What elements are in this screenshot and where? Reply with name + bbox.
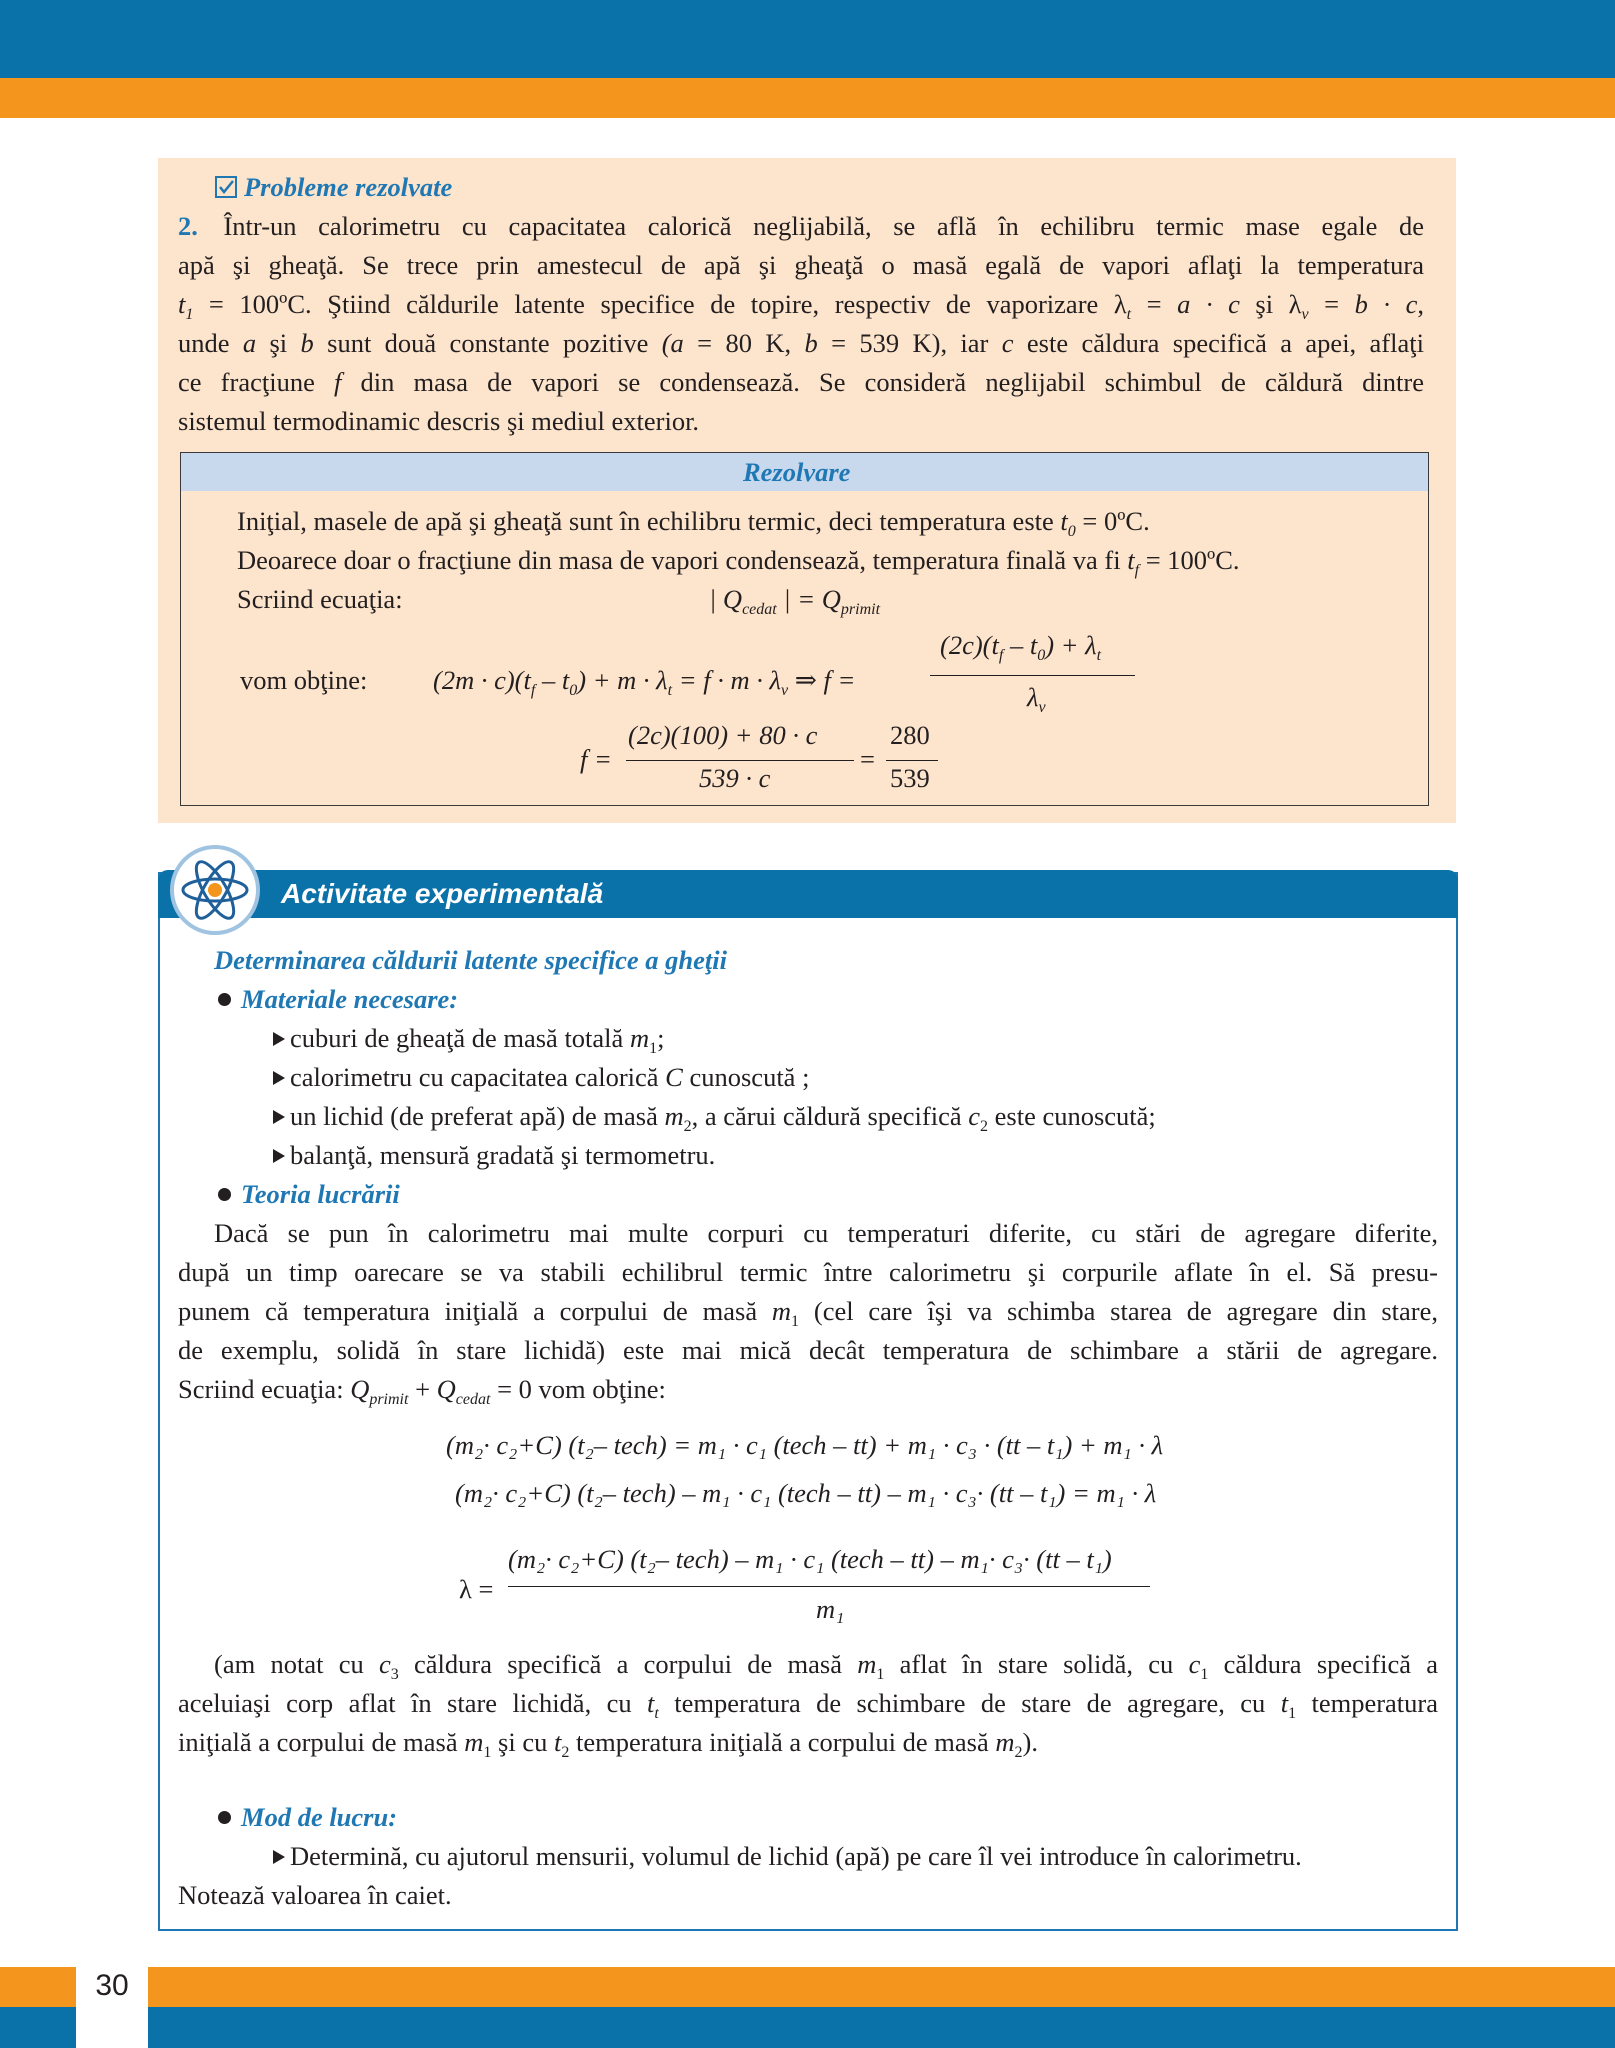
problem-line-4: unde a şi b sunt două constante pozitive (a = 80 K, b = 539 K), iar c este căldura specifică a apei, aflaţi [178,328,1424,358]
atom-icon [170,845,260,935]
formula-lambda-denominator: m₁ [816,1594,845,1624]
equation-equals: = [860,744,875,774]
equation-result-numerator: (2c)(100) + 80 · c [628,720,818,750]
problem-line-1: 2. Într-un calorimetru cu capacitatea calorică neglijabilă, se află în echilibru termic mase egale de [178,211,1424,241]
triangle-bullet-icon [273,1071,285,1085]
solution-line-3: Scriind ecuaţia: [237,584,403,614]
equation-fraction-numerator: $(2c)(t_f - t_0) + \lambda_t$ [940,630,1102,664]
theory-line-5: Scriind ecuaţia: $Q_{primit} + Q_{cedat} = 0$ vom obţine: [178,1374,666,1408]
problem-line-5: ce fracţiune f din masa de vapori se condensează. Se consideră neglijabil schimbul de căldură dintre [178,367,1424,397]
result-numerator: 280 [890,720,930,750]
solution-line-4: vom obţine: [240,665,368,695]
solved-heading: Probleme rezolvate [214,170,452,207]
footer-band-orange [0,1967,1615,2007]
method-step-1: Determină, cu ajutorul mensurii, volumul de lichid (apă) pe care îl vei introduce în calorimetru. [273,1839,1302,1873]
material-item: calorimetru cu capacitatea calorică C cunoscută ; [273,1060,809,1094]
header-band-blue [0,0,1615,78]
bullet-icon [218,1188,231,1201]
triangle-bullet-icon [273,1032,285,1046]
triangle-bullet-icon [273,1149,285,1163]
material-item: balanţă, mensură gradată şi termometru. [273,1138,715,1172]
bullet-icon [218,1811,231,1824]
fraction-bar [930,675,1135,676]
theory-heading: Teoria lucrării [218,1177,400,1211]
theory-line-4: de exemplu, solidă în stare lichidă) este mai mică decât temperatura de schimbare a stării de agregare. [178,1335,1438,1365]
note-line-1: (am notat cu $c_3$ căldura specifică a corpului de masă $m_1$ aflat în stare solidă, cu $c_1$ căldura specifică a [214,1649,1439,1683]
equation-fraction-denominator: $\lambda_v$ [1027,682,1046,716]
theory-line-1: Dacă se pun în calorimetru mai multe corpuri cu temperaturi diferite, cu stări de agregare diferite, [214,1218,1438,1248]
problem-line-2: apă şi gheaţă. Se trece prin amestecul de apă şi gheaţă o masă egală de vapori aflaţi la temperatura [178,250,1424,280]
materials-heading: Materiale necesare: [218,982,458,1016]
equation-result-lhs: f = [580,744,612,774]
solution-line-1: Iniţial, masele de apă şi gheaţă sunt în echilibru termic, deci temperatura este $t_0$ = 0ºC. [237,506,1150,540]
method-step-1-cont: Notează valoarea în caiet. [178,1880,452,1910]
result-denominator: 539 [890,763,930,793]
equation-heat-balance: | $Q_{cedat}$ | = $Q_{primit}$ [709,584,881,618]
formula-lambda-lhs: λ = [459,1574,494,1604]
solution-line-2: Deoarece doar o fracţiune din masa de vapori condensează, temperatura finală va fi $t_f$ = 100ºC. [237,545,1240,579]
bullet-icon [218,993,231,1006]
formula-rearranged: (m₂· c₂+C) (t₂– tech) – m₁ · c₁ (tech – tt) – m₁ · c₃· (tt – t₁) = m₁ · λ [455,1478,1157,1508]
header-band-orange [0,78,1615,118]
formula-lambda-numerator: (m₂· c₂+C) (t₂– tech) – m₁ · c₁ (tech – tt) – m₁· c₃· (tt – t₁) [508,1544,1112,1574]
theory-line-2: după un timp oarecare se va stabili echilibrul termic între calorimetru şi corpurile aflate în el. Să presu- [178,1257,1438,1287]
note-line-2: aceluiaşi corp aflat în stare lichidă, cu $t_t$ temperatura de schimbare de stare de agregare, cu $t_1$ temperatura [178,1688,1439,1722]
problem-line-6: sistemul termodinamic descris şi mediul exterior. [178,406,700,436]
triangle-bullet-icon [273,1850,285,1864]
footer-band-blue [0,2007,1615,2048]
theory-line-3: punem că temperatura iniţială a corpului de masă $m_1$ (cel care îşi va schimba starea de agregare din stare, [178,1296,1438,1330]
solution-title: Rezolvare [743,457,851,487]
page-number: 30 [95,1969,129,2002]
equation-fraction-lhs: $(2m \cdot c)(t_f - t_0) + m \cdot \lambda_t = f \cdot m \cdot \lambda_v$ ⇒ f = [433,665,856,699]
method-heading: Mod de lucru: [218,1800,397,1834]
material-item: cuburi de gheaţă de masă totală $m_1$; [273,1021,664,1055]
equation-result-denominator: 539 · c [699,763,771,793]
fraction-bar [508,1586,1150,1587]
checkbox-icon [214,173,238,207]
activity-subtitle: Determinarea căldurii latente specifice a gheţii [214,945,727,975]
triangle-bullet-icon [273,1110,285,1124]
note-line-3: iniţială a corpului de masă $m_1$ şi cu $t_2$ temperatura iniţială a corpului de masă $m_2$). [178,1727,1038,1761]
problem-line-3: $t_1$ = 100ºC. Ştiind căldurile latente specifice de topire, respectiv de vaporizare $\lambda_t = a \cdot c$ şi $\lambda_v = b \cdot c$, [178,289,1424,323]
formula-heat-balance: (m₂· c₂+C) (t₂– tech) = m₁ · c₁ (tech – tt) + m₁ · c₃ · (tt – t₁) + m₁ · λ [446,1430,1164,1460]
activity-title: Activitate experimentală [281,878,604,909]
material-item: un lichid (de preferat apă) de masă $m_2$, a cărui căldură specifică $c_2$ este cunoscută; [273,1099,1156,1133]
